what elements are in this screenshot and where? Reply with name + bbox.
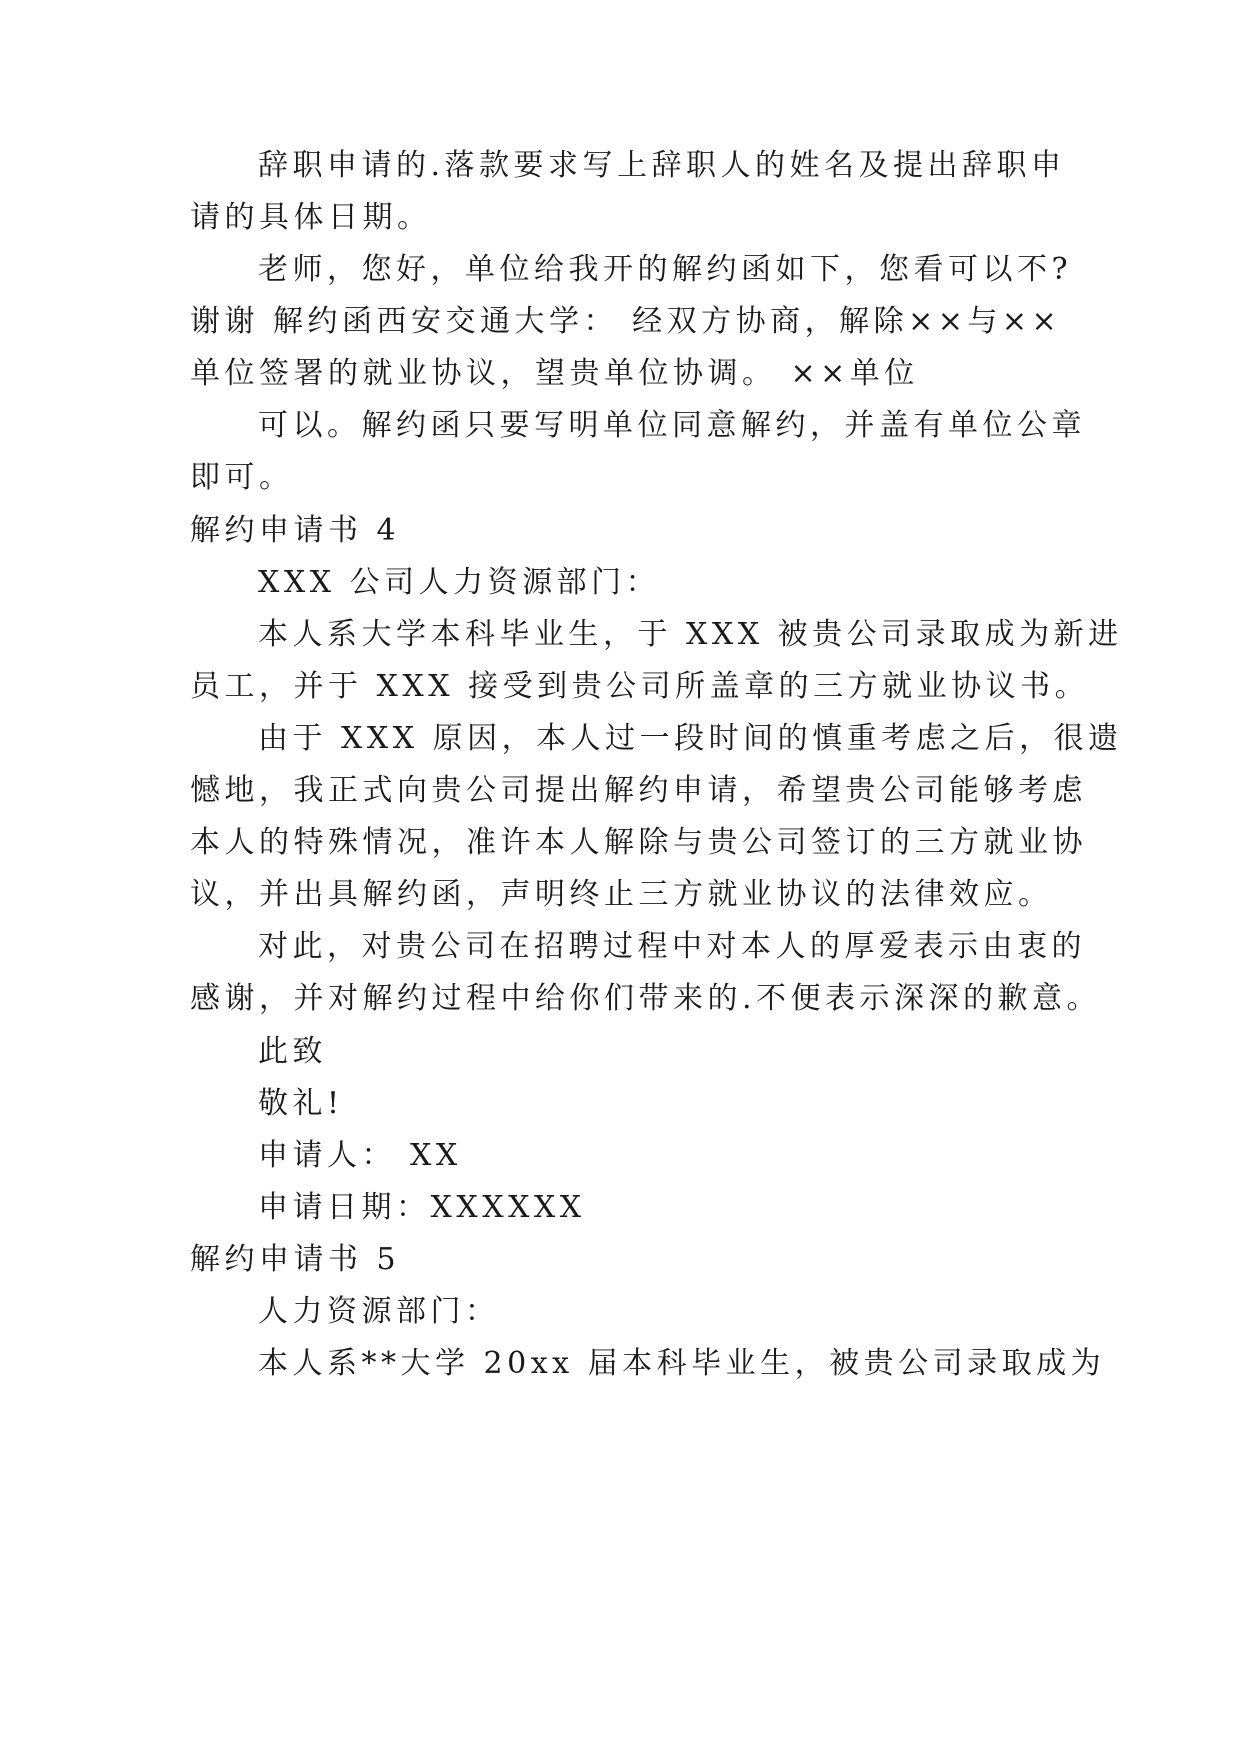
paragraph-line: 即可。 [190,460,294,495]
section-heading: 解约申请书 4 [190,513,401,548]
paragraph-line: 议，并出具解约函，声明终止三方就业协议的法律效应。 [190,877,1053,912]
applicant-line: 申请人： XX [258,1138,462,1173]
paragraph-line: 单位签署的就业协议，望贵单位协调。 ××单位 [190,356,919,391]
section-heading: 解约申请书 5 [190,1242,401,1277]
paragraph-line: 可以。解约函只要写明单位同意解约，并盖有单位公章 [258,408,1086,443]
paragraph-line: 憾地，我正式向贵公司提出解约申请，希望贵公司能够考虑 [190,773,1087,808]
paragraph-line: 对此，对贵公司在招聘过程中对本人的厚爱表示由衷的 [258,929,1086,964]
paragraph-line: 辞职申请的.落款要求写上辞职人的姓名及提出辞职申 [258,148,1066,183]
paragraph-line: 老师，您好，单位给我开的解约函如下，您看可以不? [258,252,1073,287]
paragraph-line: 本人系大学本科毕业生，于 XXX 被贵公司录取成为新进 [258,617,1123,652]
paragraph-line: 本人系**大学 20xx 届本科毕业生，被贵公司录取成为 [258,1346,1106,1381]
paragraph-line: 请的具体日期。 [190,200,432,235]
closing-line: 敬礼! [258,1086,344,1121]
closing-line: 此致 [258,1034,327,1069]
paragraph-line: 谢谢 解约函西安交通大学： 经双方协商，解除××与×× [190,304,1062,339]
paragraph-line: 员工，并于 XXX 接受到贵公司所盖章的三方就业协议书。 [190,669,1090,704]
salutation: 人力资源部门： [258,1294,500,1329]
paragraph-line: 由于 XXX 原因，本人过一段时间的慎重考虑之后，很遗 [258,721,1123,756]
paragraph-line: 本人的特殊情况，准许本人解除与贵公司签订的三方就业协 [190,825,1087,860]
paragraph-line: 感谢，并对解约过程中给你们带来的.不便表示深深的歉意。 [190,981,1102,1016]
date-line: 申请日期：XXXXXX [258,1190,586,1225]
salutation: XXX 公司人力资源部门： [258,565,661,600]
